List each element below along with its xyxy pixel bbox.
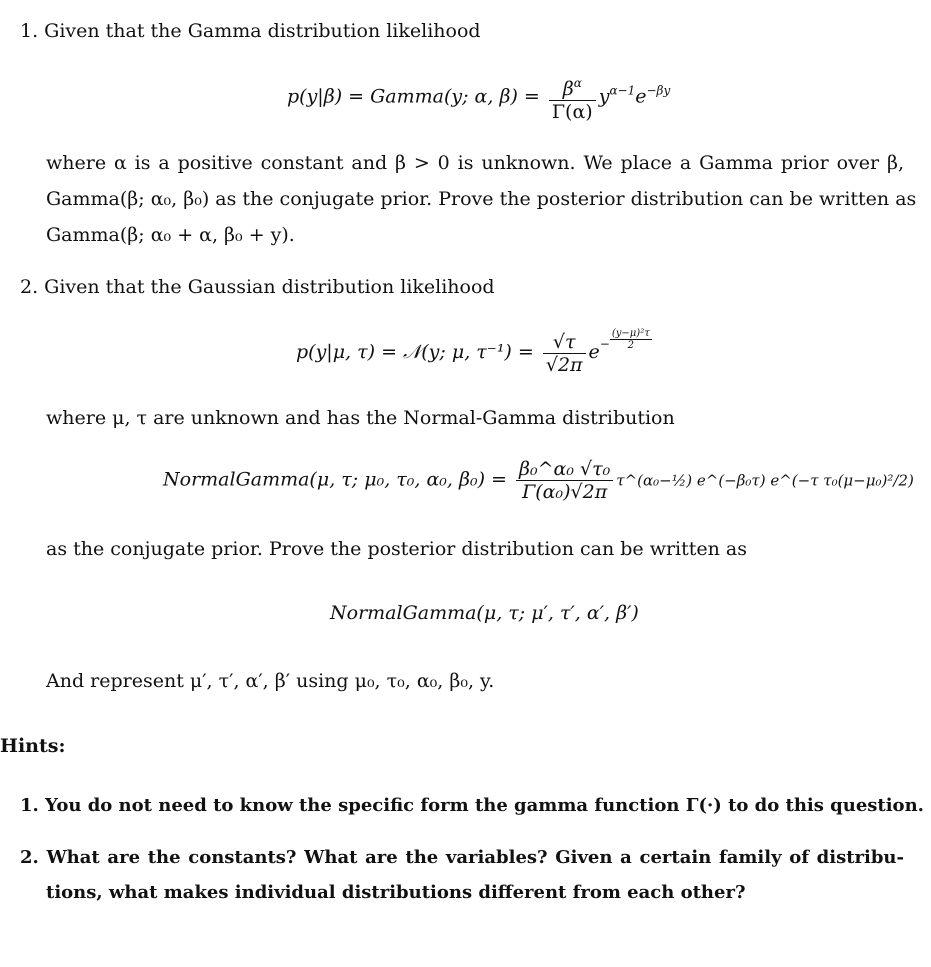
q2-ng-tail: τ^(α₀−½) e^(−β₀τ) e^(−τ τ₀(μ−μ₀)²/2) <box>616 471 914 490</box>
q1-eq-lhs: p(y|β) = Gamma(y; α, β) = <box>287 85 540 108</box>
hint-2-line2: tions, what makes individual distributions different from each other? <box>46 882 746 903</box>
q2-equation: p(y|μ, τ) = 𝒩(y; μ, τ⁻¹) = $\frac{√\tau}{√2\pi}$ e− $\frac{\text{(y−μ)²τ}}{2}$ <box>296 328 650 376</box>
q2-eq-fraction <box>543 331 586 376</box>
q2-intro: 2. Given that the Gaussian distribution likelihood <box>20 276 495 298</box>
q1-eq-den: Γ(α) <box>551 101 593 123</box>
hint-2-line1: 2. What are the constants? What are the variables? Given a certain family of distribu- <box>20 847 904 868</box>
q1-eq-fraction <box>549 72 596 123</box>
hints-title: Hints: <box>0 735 66 757</box>
q2-line1: where μ, τ are unknown and has the Normal-Gamma distribution <box>46 407 675 429</box>
q1-equation <box>287 72 670 123</box>
q1-line1: where α is a positive constant and β > 0 is unknown. We place a Gamma prior over β, <box>46 152 904 174</box>
q2-line3: And represent μ′, τ′, α′, β′ using μ₀, τ₀, α₀, β₀, y. <box>46 670 495 692</box>
q2-eq-num: √τ <box>543 331 586 354</box>
q1-line3: Gamma(β; α₀ + α, β₀ + y). <box>46 224 295 246</box>
q2-ng-lhs: NormalGamma(μ, τ; μ₀, τ₀, α₀, β₀) = <box>163 468 507 491</box>
q2-ng-num: β₀^α₀ √τ₀ <box>516 458 613 481</box>
q2-normalgamma-equation <box>163 458 914 503</box>
q2-eq-exp: e <box>588 341 600 363</box>
q1-eq-tail-sup: α−1 <box>609 83 636 98</box>
q1-eq-num-sup: α <box>573 76 582 90</box>
q2-ng-fraction <box>516 458 613 503</box>
q2-line2: as the conjugate prior. Prove the posterior distribution can be written as <box>46 538 747 560</box>
q1-line2: Gamma(β; α₀, β₀) as the conjugate prior. Prove the posterior distribution can be written as <box>46 188 917 210</box>
q1-eq-exp: e <box>635 85 647 108</box>
q1-intro: 1. Given that the Gamma distribution likelihood <box>20 20 481 42</box>
q2-eq-exp-den: 2 <box>627 340 634 351</box>
q2-eq-exp-num: (y−μ)²τ <box>611 328 650 339</box>
q1-eq-tail: y <box>598 85 610 108</box>
q2-eq-den: √2π <box>545 353 583 376</box>
q2-ng-den: Γ(α₀)√2π <box>522 481 608 503</box>
hint-1: 1. You do not need to know the specific form the gamma function Γ(·) to do this question. <box>20 795 924 816</box>
q2-eq-lhs: p(y|μ, τ) = 𝒩(y; μ, τ⁻¹) = <box>296 341 534 363</box>
q2-eq-exp-frac <box>610 328 652 351</box>
q1-eq-exp-sup: −βy <box>646 83 671 98</box>
q2-posterior: NormalGamma(μ, τ; μ′, τ′, α′, β′) <box>330 602 639 624</box>
q1-eq-num: β <box>562 78 574 100</box>
